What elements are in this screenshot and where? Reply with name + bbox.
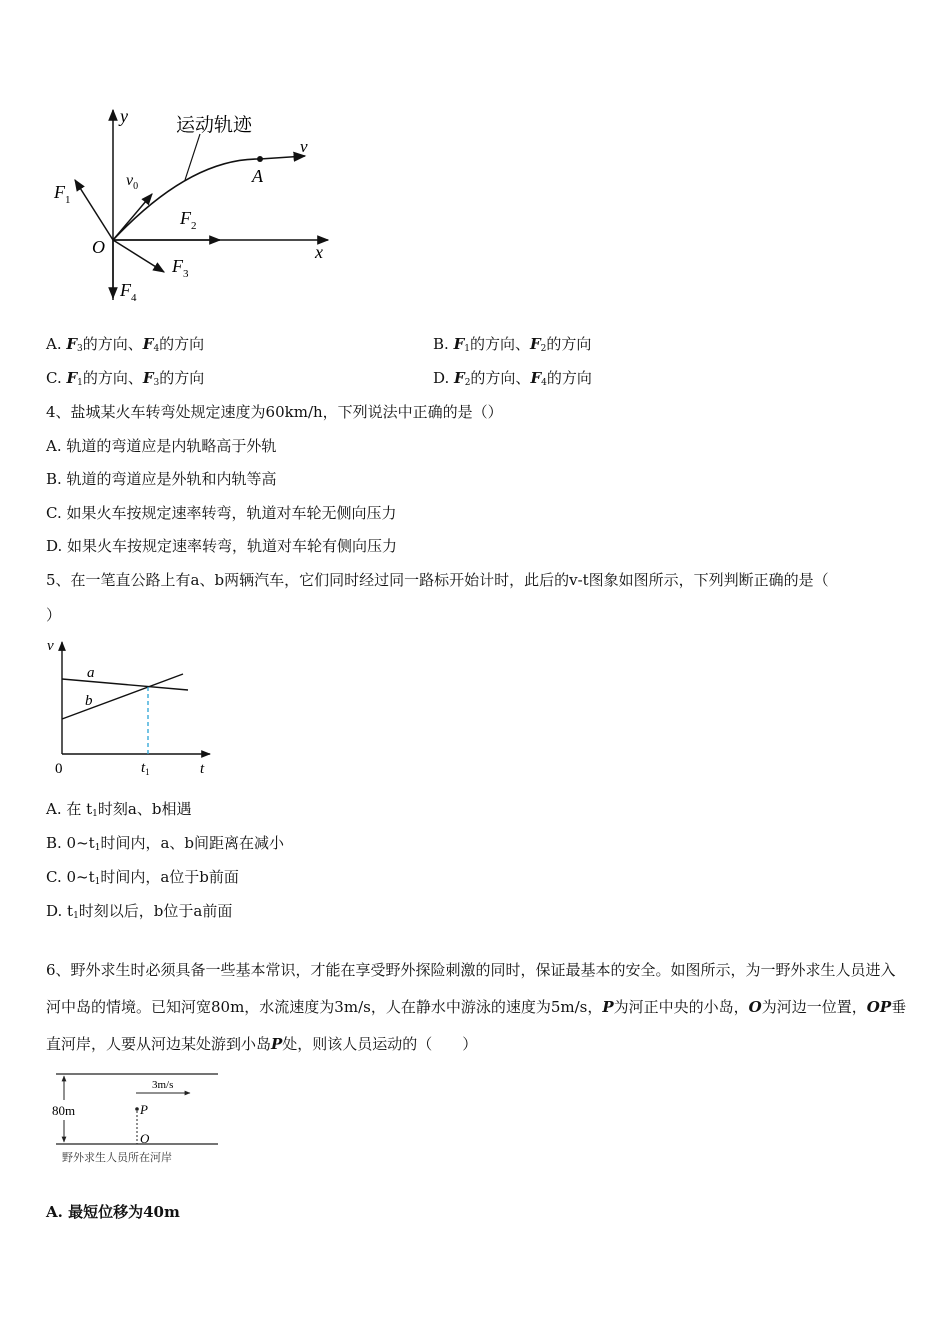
q4-stem: 4、盐城某火车转弯处规定速度为60km/h，下列说法中正确的是（） [46,403,503,421]
q5-option-c[interactable]: C. $0\sim t_1$时间内，a位于b前面 [46,868,239,887]
q6-option-a[interactable]: A. 最短位移为40m [46,1203,180,1221]
y-label: y [120,106,128,126]
q3-option-a[interactable]: A. $F_3$的方向、$F_4$的方向 [46,335,205,354]
f1-label: $F_1$ [54,182,71,206]
f2-label: $F_2$ [180,208,197,232]
f4-label: $F_4$ [120,280,137,304]
point-a-dot [257,156,263,162]
q4-option-b[interactable]: B. 轨道的弯道应是外轨和内轨等高 [46,470,277,488]
q4-option-a[interactable]: A. 轨道的弯道应是内轨略高于外轨 [46,437,277,455]
trajectory-force-figure [40,100,350,310]
q5-stem-line1: 5、在一笔直公路上有a、b两辆汽车，它们同时经过同一路标开始计时，此后的v-t图象如图所示，下列判断正确的是（ [46,571,829,589]
q5-stem-line2: ） [46,606,62,624]
q3-option-c[interactable]: C. $F_1$的方向、$F_3$的方向 [46,369,205,388]
trajectory-title: 运动轨迹 [176,115,253,136]
line-a [62,679,188,690]
b-line-label: b [85,693,93,709]
vt-graph [40,632,225,780]
q5-option-b[interactable]: B. $0\sim t_1$时间内，a、b间距离在减小 [46,834,284,853]
t-label: t [200,761,205,777]
q4-option-d[interactable]: D. 如果火车按规定速率转弯，轨道对车轮有侧向压力 [46,537,398,555]
q5-option-d[interactable]: D. $t_1$时刻以后，b位于a前面 [46,902,233,921]
v0-label: $v_0$ [126,172,139,192]
o-label: O [140,1131,150,1146]
q5-option-a[interactable]: A. 在 $t_1$时刻a、b相遇 [46,800,192,819]
t1-label: $t_1$ [141,760,150,777]
a-label: A [252,166,263,186]
island-p-dot [135,1107,139,1111]
q6-stem: 6、野外求生时必须具备一些基本常识，才能在享受野外探险刺激的同时，保证最基本的安全。如图所示，为一野外求生人员进入河中岛的情境。已知河宽80m，水流速度为3m/s，人在静水中游泳的速度为5m/s，P为河正中央的小岛，O为河边一位置，OP垂直河岸，人要从河边某处游到小岛P处，则该人员运动的（ ） [46,961,907,1053]
q3-option-b[interactable]: B. $F_1$的方向、$F_2$的方向 [433,335,592,354]
origin-label: O [92,237,105,257]
v-label: v [47,638,54,654]
bank-caption: 野外求生人员所在河岸 [62,1152,172,1164]
q4-option-c[interactable]: C. 如果火车按规定速率转弯，轨道对车轮无侧向压力 [46,504,397,522]
x-label: x [315,242,323,262]
f3-arrow [113,240,164,272]
trajectory-curve [113,156,305,240]
zero-label: 0 [55,761,63,777]
v-label: v [300,137,308,156]
speed-label: 3m/s [152,1079,174,1091]
v0-arrow [113,194,152,240]
f1-arrow [75,180,113,240]
a-line-label: a [87,665,95,681]
q3-option-d[interactable]: D. $F_2$的方向、$F_4$的方向 [433,369,592,388]
width-label: 80m [52,1103,76,1118]
river-figure [48,1068,223,1168]
p-label: P [140,1102,148,1117]
f3-label: $F_3$ [172,256,189,280]
